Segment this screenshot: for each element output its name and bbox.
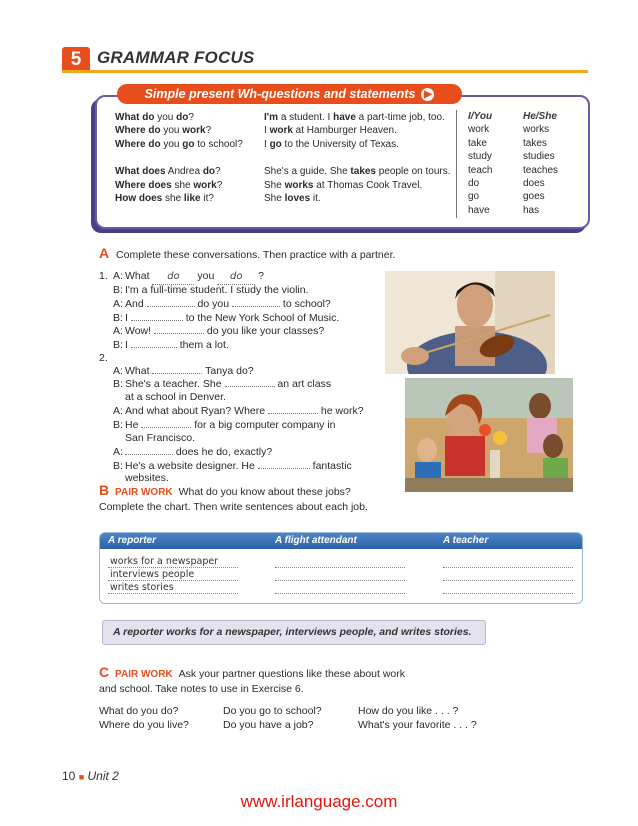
line-text: an art class: [274, 378, 332, 391]
section-title: GRAMMAR FOCUS: [97, 48, 255, 67]
section-b-heading: [99, 483, 368, 514]
speaker-label: B:: [113, 418, 123, 431]
he-she-header: He/She: [523, 111, 557, 122]
line-text: to the New York School of Music.: [182, 311, 340, 324]
statement: She loves it.: [264, 192, 321, 204]
chart-line[interactable]: [443, 555, 573, 568]
verb-form: work: [468, 124, 490, 136]
example-question: Where do you live?: [99, 718, 189, 731]
watermark-url[interactable]: www.irlanguage.com: [240, 792, 398, 811]
grammar-box-title: [117, 84, 462, 104]
grammar-box-title-text: Simple present Wh-questions and statements: [144, 87, 416, 101]
line-text: to school?: [279, 298, 331, 311]
wh-question: What do you do?: [115, 112, 194, 123]
conversation-line: [113, 324, 364, 338]
wh-question: How does she like it?: [115, 192, 214, 204]
speaker-label: A:: [113, 325, 123, 338]
audio-play-icon[interactable]: ▶: [421, 88, 434, 101]
conversation-line: [113, 404, 364, 418]
chart-line[interactable]: [443, 568, 573, 581]
question-group-3: [358, 705, 477, 732]
speaker-label: B:: [113, 338, 123, 351]
section-number-badge: 5: [62, 47, 90, 73]
speaker-label: A:: [113, 270, 123, 282]
reporter-note: interviews people: [110, 569, 195, 580]
line-text: do you: [194, 298, 232, 311]
line-text: And what about Ryan? Where: [125, 405, 269, 418]
speaker-label: A:: [113, 405, 123, 418]
verb-form: works: [523, 124, 550, 136]
speaker-label: A:: [113, 446, 123, 459]
statement: I work at Hamburger Heaven.: [264, 125, 397, 137]
conversation-line: [113, 432, 364, 446]
statement: I'm a student. I have a part-time job, too.: [264, 112, 445, 123]
verb-column-i-you: [468, 110, 528, 217]
line-text: What: [125, 364, 153, 377]
conversation-2-number: 2.: [99, 352, 108, 364]
wh-question: What does Andrea do?: [115, 166, 221, 178]
statement: She's a guide. She takes people on tours.: [264, 166, 451, 178]
speaker-label: A:: [113, 364, 123, 377]
verb-form: teach: [468, 164, 493, 176]
job-chart: [99, 532, 583, 604]
verb-form: has: [523, 204, 540, 216]
verb-form: does: [523, 177, 545, 189]
section-b-pair-work: PAIR WORK: [115, 487, 173, 498]
answer-blank[interactable]: [131, 311, 183, 321]
answer-blank[interactable]: [152, 364, 202, 374]
speaker-label: B:: [113, 378, 123, 391]
section-c-pair-work: PAIR WORK: [115, 669, 173, 680]
conversations: [113, 270, 364, 486]
section-c-instruction-1: Ask your partner questions like these about work: [178, 668, 406, 680]
line-text: websites.: [125, 472, 169, 485]
conversation-line: [113, 284, 364, 298]
verb-form: teaches: [523, 164, 559, 176]
conversation-line: [113, 338, 364, 352]
line-text: He's a website designer. He: [125, 459, 258, 472]
example-sentence: A reporter works for a newspaper, interviews people, and writes stories.: [113, 626, 472, 638]
line-text: do you like your classes?: [203, 325, 325, 338]
line-text: he work?: [318, 405, 364, 418]
statement: She works at Thomas Cook Travel.: [264, 179, 423, 191]
speaker-label: B:: [113, 283, 123, 296]
question-column: [115, 111, 260, 205]
line-text: Tanya do?: [202, 364, 254, 377]
chart-header-flight-attendant: A flight attendant: [275, 535, 357, 546]
example-question: What's your favorite . . . ?: [358, 718, 477, 731]
example-sentence-box: [102, 620, 486, 645]
spacer: [264, 151, 454, 165]
answer-blank[interactable]: [268, 404, 318, 414]
example-question: What do you do?: [99, 705, 179, 717]
line-text: I: [125, 338, 131, 351]
conversation-1-number: 1.: [99, 270, 108, 282]
example-question: Do you have a job?: [223, 718, 314, 731]
conversation-line: [113, 377, 364, 391]
section-c-label: C: [99, 664, 110, 680]
line-text: you: [194, 270, 218, 282]
grammar-divider: [456, 110, 457, 218]
verb-column-he-she: [523, 110, 583, 217]
page-footer: [62, 769, 119, 783]
section-c-heading: [99, 665, 405, 696]
example-question: How do you like . . . ?: [358, 705, 459, 717]
statement: I go to the University of Texas.: [264, 138, 399, 150]
chart-header-reporter: A reporter: [108, 535, 156, 546]
section-a-heading: [99, 245, 395, 261]
line-text: fantastic: [309, 459, 352, 472]
section-a-label: A: [99, 245, 110, 261]
chart-line[interactable]: [275, 568, 405, 581]
spacer: [115, 151, 260, 165]
conversation-line: [113, 364, 364, 378]
wh-question: Where does she work?: [115, 179, 223, 191]
line-text: He: [125, 418, 142, 431]
conversation-line: [113, 391, 364, 405]
conversation-line: [113, 418, 364, 432]
chart-line[interactable]: [443, 581, 573, 594]
answer-blank[interactable]: [232, 297, 280, 307]
reporter-note: works for a newspaper: [110, 556, 219, 567]
line-text: them a lot.: [176, 338, 229, 351]
line-text: I: [125, 311, 131, 324]
answer-blank[interactable]: [147, 297, 195, 307]
statement-column: [264, 111, 454, 205]
handwritten-answer[interactable]: do: [217, 270, 255, 285]
verb-form: do: [468, 177, 480, 189]
chart-header-teacher: A teacher: [443, 535, 489, 546]
line-text: I'm a full-time student. I study the violin.: [125, 283, 309, 296]
verb-form: studies: [523, 151, 555, 163]
art-class-photo: [405, 378, 573, 492]
verb-form: takes: [523, 137, 547, 149]
line-text: ?: [255, 270, 264, 282]
answer-blank[interactable]: [141, 418, 191, 428]
conversation-line: [113, 311, 364, 325]
conversation-line: [113, 270, 364, 284]
chart-line[interactable]: [275, 555, 405, 568]
chart-line[interactable]: [275, 581, 405, 594]
speaker-label: B:: [113, 459, 123, 472]
line-text: Wow!: [125, 325, 154, 338]
conversation-line: [113, 445, 364, 459]
section-a-instruction: Complete these conversations. Then practice with a partner.: [116, 249, 396, 261]
i-you-header: I/You: [468, 111, 493, 122]
conversation-line: [113, 459, 364, 473]
example-question: Do you go to school?: [223, 705, 322, 717]
verb-form: goes: [523, 191, 545, 203]
verb-form: study: [468, 151, 492, 163]
answer-blank[interactable]: [258, 459, 310, 469]
line-text: at a school in Denver.: [125, 390, 226, 403]
section-b-instruction-1: What do you know about these jobs?: [178, 486, 351, 498]
line-text: for a big computer company in: [191, 418, 336, 431]
footer-square-icon: ■: [78, 772, 85, 782]
section-b-label: B: [99, 482, 110, 498]
question-group-1: [99, 705, 189, 732]
section-b-instruction-2: Complete the chart. Then write sentences about each job.: [99, 501, 368, 513]
answer-blank[interactable]: [131, 338, 177, 348]
speaker-label: B:: [113, 311, 123, 324]
answer-blank[interactable]: [225, 377, 275, 387]
verb-form: take: [468, 137, 487, 149]
line-text: does he do, exactly?: [173, 446, 273, 459]
line-text: She's a teacher. She: [125, 378, 225, 391]
reporter-note: writes stories: [110, 582, 174, 593]
section-c-instruction-2: and school. Take notes to use in Exercise 6.: [99, 683, 304, 695]
title-underline: [62, 70, 588, 73]
conversation-line: [113, 297, 364, 311]
unit-label: Unit 2: [87, 769, 119, 783]
violinist-photo: [385, 271, 555, 374]
wh-question: Where do you go to school?: [115, 138, 243, 150]
line-text: San Francisco.: [125, 431, 196, 444]
line-text: And: [125, 298, 147, 311]
wh-question: Where do you work?: [115, 125, 212, 137]
page-number: 10: [62, 769, 76, 783]
answer-blank[interactable]: [154, 324, 204, 334]
answer-blank[interactable]: [125, 445, 173, 455]
verb-form: go: [468, 191, 480, 203]
verb-form: have: [468, 204, 490, 216]
job-chart-header: [100, 533, 582, 549]
speaker-label: A:: [113, 298, 123, 311]
handwritten-answer[interactable]: do: [152, 270, 194, 285]
question-group-2: [223, 705, 322, 732]
line-text: What: [125, 270, 153, 282]
